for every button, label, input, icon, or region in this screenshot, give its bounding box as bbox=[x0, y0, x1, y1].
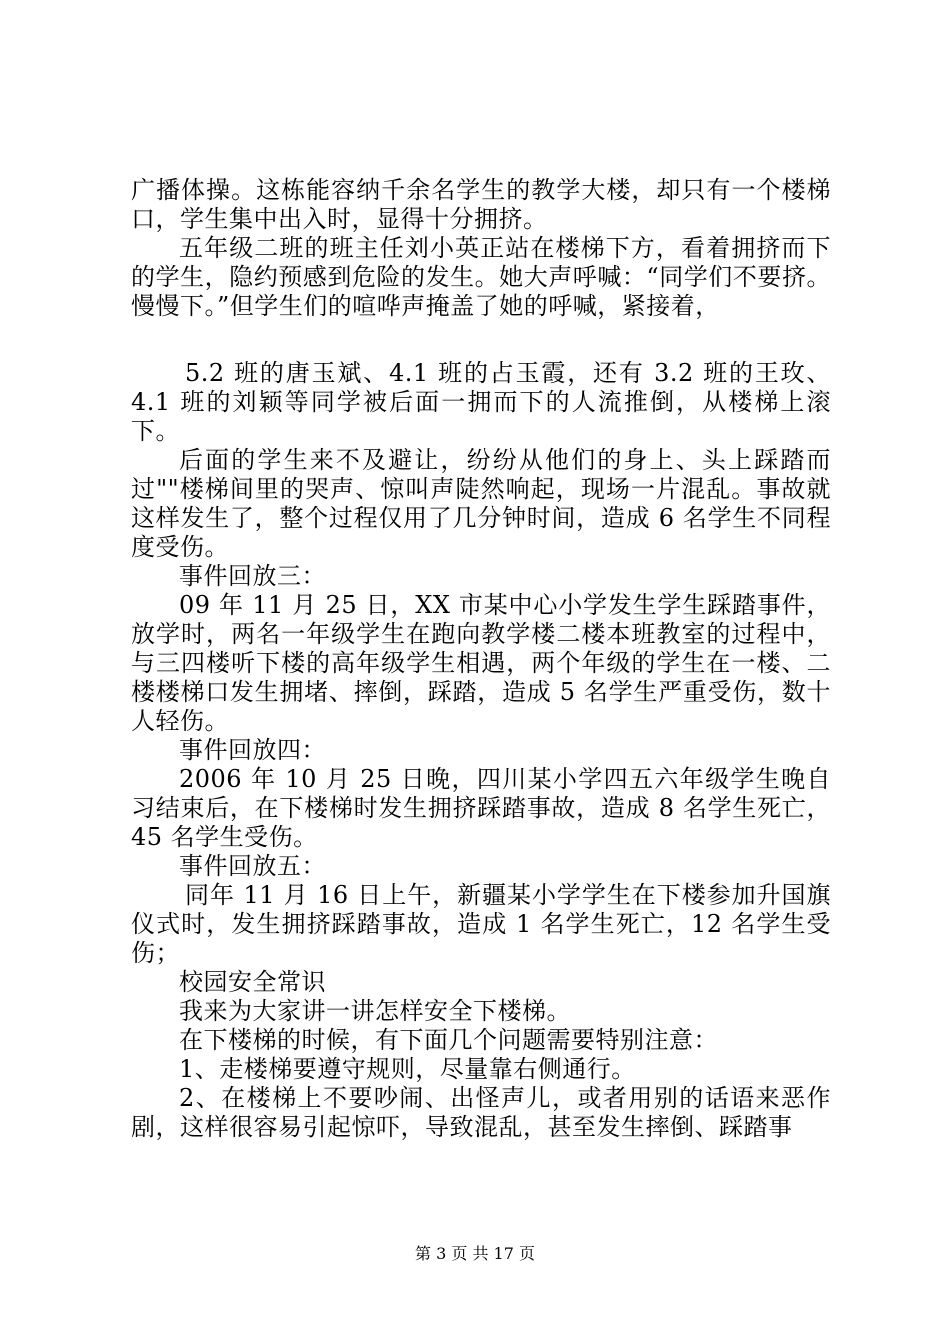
paragraph-4: 后面的学生来不及避让，纷纷从他们的身上、头上踩踏而过""楼梯间里的哭声、惊叫声陡然响起，现场一片混乱。事故就这样发生了，整个过程仅用了几分钟时间，造成 6 名学生不同程度受伤。 bbox=[131, 446, 831, 561]
section-heading-event-5: 事件回放五： bbox=[179, 852, 326, 880]
document-body bbox=[131, 176, 831, 1142]
paragraph-event-3: 09 年 11 月 25 日，XX 市某中心小学发生学生踩踏事件，放学时，两名一年级学生在跑向教学楼二楼本班教室的过程中，与三四楼听下楼的高年级学生相遇，两个年级的学生在一楼、二楼楼梯口发生拥堵、摔倒，踩踏，造成 5 名学生严重受伤，数十人轻伤。 bbox=[131, 591, 831, 735]
paragraph-event-4: 2006 年 10 月 25 日晚，四川某小学四五六年级学生晚自习结束后，在下楼梯时发生拥挤踩踏事故，造成 8 名学生死亡，45 名学生受伤。 bbox=[131, 765, 831, 851]
paragraph-2: 五年级二班的班主任刘小英正站在楼梯下方，看着拥挤而下的学生，隐约预感到危险的发生。她大声呼喊：“同学们不要挤。慢慢下。”但学生们的喧哗声掩盖了她的呼喊，紧接着， bbox=[131, 234, 831, 320]
paragraph-gap bbox=[131, 321, 831, 359]
list-item-2: 2、在楼梯上不要吵闹、出怪声儿，或者用别的话语来恶作剧，这样很容易引起惊吓，导致混乱，甚至发生摔倒、踩踏事 bbox=[131, 1084, 831, 1141]
paragraph-event-5: 同年 11 月 16 日上午，新疆某小学学生在下楼参加升国旗仪式时，发生拥挤踩踏事故，造成 1 名学生死亡，12 名学生受伤； bbox=[131, 881, 831, 967]
paragraph-safety-intro: 我来为大家讲一讲怎样安全下楼梯。 bbox=[179, 997, 571, 1025]
section-heading-event-3: 事件回放三： bbox=[179, 562, 326, 590]
section-heading-safety: 校园安全常识 bbox=[179, 968, 326, 996]
section-heading-event-4: 事件回放四： bbox=[179, 736, 326, 764]
page-footer: 第 3 页 共 17 页 bbox=[415, 1244, 535, 1263]
paragraph-3: 5.2 班的唐玉斌、4.1 班的占玉霞，还有 3.2 班的王玫、4.1 班的刘颖等同学被后面一拥而下的人流推倒，从楼梯上滚下。 bbox=[131, 359, 831, 445]
paragraph-1: 广播体操。这栋能容纳千余名学生的教学大楼，却只有一个楼梯口，学生集中出入时，显得十分拥挤。 bbox=[131, 176, 831, 233]
paragraph-safety-note: 在下楼梯的时候，有下面几个问题需要特别注意： bbox=[179, 1026, 718, 1054]
list-item-1: 1、走楼梯要遵守规则，尽量靠右侧通行。 bbox=[179, 1055, 636, 1083]
